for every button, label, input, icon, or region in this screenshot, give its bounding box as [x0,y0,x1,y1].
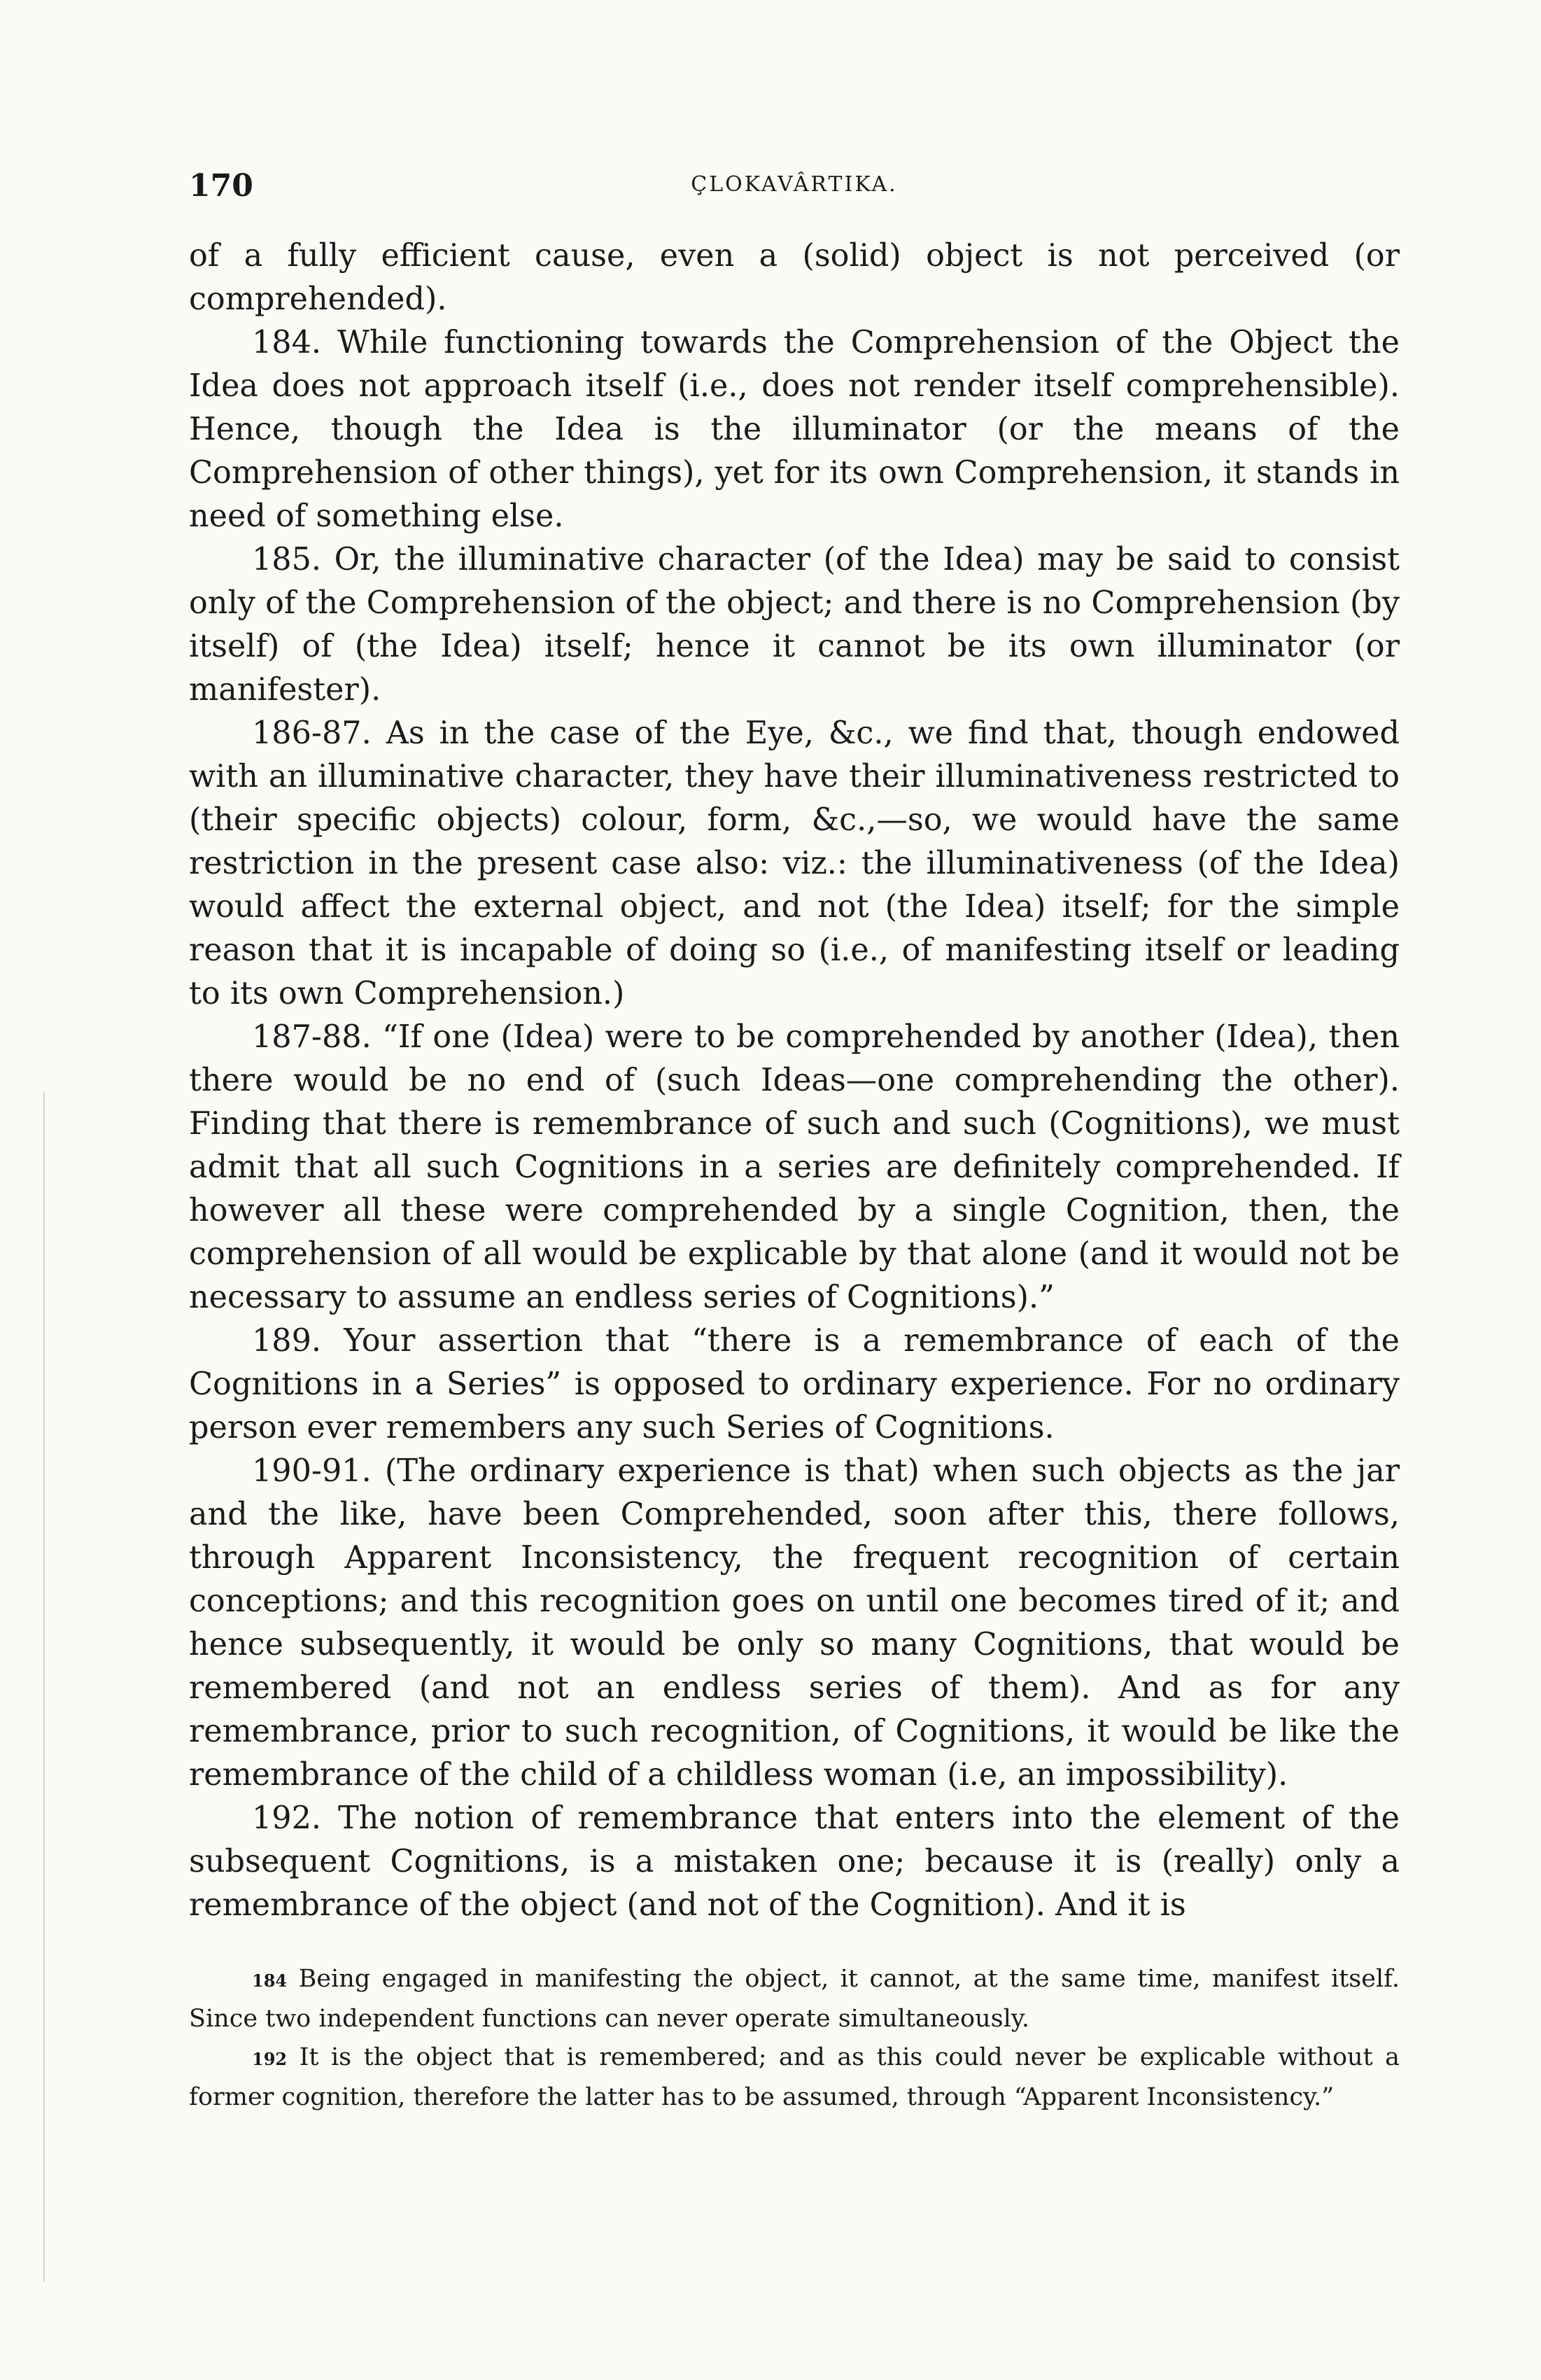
scan-margin-line [43,1092,45,2282]
paragraph-number: 184. [252,325,322,360]
paragraph-190-91 [189,1450,1400,1797]
paragraph-number: 192. [252,1800,322,1836]
main-text [189,234,1400,1927]
paragraph-text: While functioning towards the Comprehension of the Object the Idea does not approach itself (i.e., does not render itself comprehensible). Hence, though the Idea is the illuminator (or the means of the Comprehension of other things), yet for its own Comprehension, it stands in need of something else. [189,325,1400,534]
paragraph-184 [189,321,1400,538]
paragraph-187-88 [189,1016,1400,1320]
paragraph-text: As in the case of the Eye, &c., we find that, though endowed with an illuminative character, they have their illuminativeness restricted to (their specific objects) colour, form, &c.,—so, we would have the same restriction in the present case also: viz.: the illuminativeness (of the Idea) would affect the external object, and not (the Idea) itself; for the simple reason that it is incapable of doing so (i.e., of manifesting itself or leading to its own Comprehension.) [189,715,1400,1011]
paragraph-number: 190-91. [252,1453,372,1489]
footnotes [189,1960,1400,2117]
paragraph-continued [189,234,1400,321]
page-number: 170 [189,168,253,204]
paragraph-number: 185. [252,542,322,578]
footnote-marker: 184 [252,1970,288,1991]
running-title: ÇLOKAVÂRTIKA. [691,172,898,197]
paragraph-186-87 [189,712,1400,1016]
paragraph-text: “If one (Idea) were to be comprehended by another (Idea), then there would be no end of (such Ideas—one comprehending the other). Finding that there is remembrance of such and such (Cognitions), we must admit that all such Cognitions in a series are definitely comprehended. If however all these were comprehended by a single Cognition, then, the comprehension of all would be explicable by that alone (and it would not be necessary to assume an endless series of Cognitions).” [189,1019,1400,1315]
page-header [189,168,1400,210]
footnote-192 [189,2038,1400,2117]
paragraph-text: The notion of remembrance that enters into the element of the subsequent Cognitions, is a mistaken one; because it is (really) only a remembrance of the object (and not of the Cognition). And it is [189,1800,1400,1923]
paragraph-185 [189,538,1400,712]
footnote-text: Being engaged in manifesting the object, it cannot, at the same time, manifest itself. Since two independent functions can never operate simultaneously. [189,1965,1400,2033]
paragraph-number: 189. [252,1323,322,1359]
footnote-184 [189,1960,1400,2038]
paragraph-text: (The ordinary experience is that) when such objects as the jar and the like, have been Comprehended, soon after this, there follows, through Apparent Inconsistency, the frequent recognition of certain conceptions; and this recognition goes on until one becomes tired of it; and hence subsequently, it would be only so many Cognitions, that would be remembered (and not an endless series of them). And as for any remembrance, prior to such recognition, of Cognitions, it would be like the remembrance of the child of a childless woman (i.e, an impossibility). [189,1453,1400,1793]
paragraph-192 [189,1797,1400,1927]
paragraph-text: of a fully efficient cause, even a (solid) object is not perceived (or comprehended). [189,238,1400,317]
paragraph-number: 187-88. [252,1019,372,1055]
footnote-marker: 192 [252,2049,288,2069]
paragraph-189 [189,1320,1400,1450]
paragraph-text: Or, the illuminative character (of the Idea) may be said to consist only of the Comprehension of the object; and there is no Comprehension (by itself) of (the Idea) itself; hence it cannot be its own illuminator (or manifester). [189,542,1400,708]
footnote-text: It is the object that is remembered; and as this could never be explicable without a former cognition, therefore the latter has to be assumed, through “Apparent Inconsistency.” [189,2043,1400,2111]
paragraph-number: 186-87. [252,715,372,751]
paragraph-text: Your assertion that “there is a remembrance of each of the Cognitions in a Series” is opposed to ordinary experience. For no ordinary person ever remembers any such Series of Cognitions. [189,1323,1400,1446]
